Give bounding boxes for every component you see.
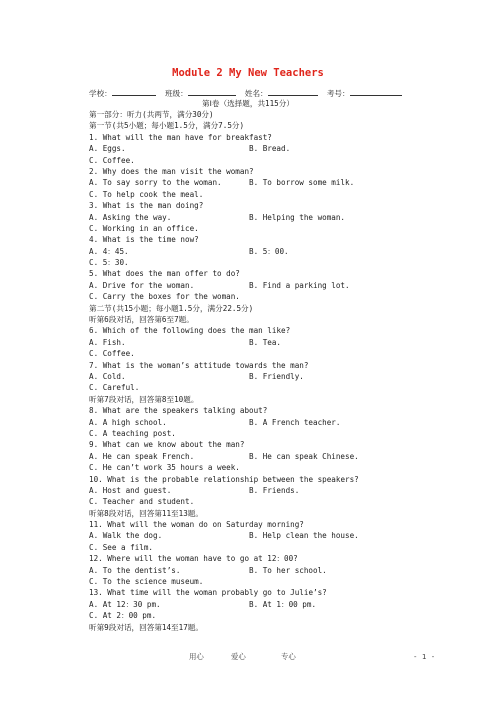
line-text: C. Careful. (89, 383, 140, 393)
text-line (89, 553, 429, 564)
section-header: 第Ⅰ卷（选择题，共115分） (202, 99, 294, 108)
line-text: 7. What is the woman’s attitude towards the man? (89, 360, 309, 370)
text-line (89, 428, 429, 439)
line-text: 4. What is the time now? (89, 235, 199, 245)
line-text: 第二节(共15小题；每小题1.5分，满分22.5分) (89, 303, 254, 313)
text-line (89, 177, 429, 188)
line-text: A. To say sorry to the woman. (89, 178, 222, 188)
text-line (89, 610, 429, 621)
text-line (89, 360, 429, 371)
line-text: 听第6段对话，回答第6至7题。 (89, 315, 194, 325)
footer-motto-2: 爱心 (231, 652, 246, 661)
text-line (89, 303, 429, 314)
text-line (89, 223, 429, 234)
class-blank (188, 87, 236, 96)
text-line (89, 348, 429, 359)
text-line (89, 530, 429, 541)
option-b: B. Find a parking lot. (249, 280, 350, 290)
option-b: B. To borrow some milk. (249, 178, 355, 188)
text-line (89, 371, 429, 382)
text-line (89, 382, 429, 393)
page-number: - 1 - (413, 652, 436, 661)
option-b: B. 5：00. (249, 246, 289, 256)
question-list (89, 109, 429, 633)
line-text: A. Asking the way. (89, 212, 172, 222)
school-label: 学校： (89, 89, 112, 98)
name-blank (268, 87, 318, 96)
line-text: 听第7段对话，回答第8至10题。 (89, 394, 199, 404)
text-line (89, 257, 429, 268)
class-label: 班级： (164, 89, 188, 98)
option-b: B. Help clean the house. (249, 531, 359, 541)
option-b: B. Bread. (249, 144, 291, 154)
text-line (89, 417, 429, 428)
line-text: 第一节(共5小题；每小题1.5分，满分7.5分) (89, 121, 245, 131)
line-text: A. At 12：30 pm. (89, 599, 161, 609)
text-line (89, 405, 429, 416)
option-b: B. At 1：00 pm. (249, 599, 317, 609)
line-text: C. To help cook the meal. (89, 189, 204, 199)
text-line (89, 462, 429, 473)
option-b: B. Friendly. (249, 371, 304, 381)
text-line (89, 474, 429, 485)
option-b: B. Helping the woman. (249, 212, 346, 222)
line-text: 9. What can we know about the man? (89, 440, 245, 450)
line-text: 1. What will the man have for breakfast? (89, 132, 272, 142)
text-line (89, 565, 429, 576)
page-footer (0, 651, 496, 663)
text-line (89, 189, 429, 200)
text-line (89, 542, 429, 553)
text-line (89, 200, 429, 211)
text-line (89, 314, 429, 325)
line-text: A. Cold. (89, 371, 126, 381)
line-text: 2. Why does the man visit the woman? (89, 166, 254, 176)
line-text: C. 5：30. (89, 258, 129, 268)
line-text: C. Working in an office. (89, 223, 199, 233)
line-text: A. 4：45. (89, 246, 129, 256)
option-b: B. Friends. (249, 485, 300, 495)
line-text: C. At 2：00 pm. (89, 611, 157, 621)
option-b: B. Tea. (249, 337, 282, 347)
line-text: A. Walk the dog. (89, 531, 163, 541)
text-line (89, 280, 429, 291)
line-text: 10. What is the probable relationship between the speakers? (89, 474, 359, 484)
text-line (89, 109, 429, 120)
text-line (89, 143, 429, 154)
text-line (89, 155, 429, 166)
footer-motto-3: 专心 (281, 652, 296, 661)
footer-motto-1: 用心 (189, 652, 204, 661)
line-text: A. A high school. (89, 417, 167, 427)
line-text: A. Fish. (89, 337, 126, 347)
text-line (89, 451, 429, 462)
text-line (89, 212, 429, 223)
exam-no-blank (350, 87, 402, 96)
text-line (89, 132, 429, 143)
text-line (89, 485, 429, 496)
text-line (89, 496, 429, 507)
school-blank (112, 87, 156, 96)
line-text: 3. What is the man doing? (89, 201, 204, 211)
line-text: C. A teaching post. (89, 428, 176, 438)
text-line (89, 166, 429, 177)
text-line (89, 519, 429, 530)
line-text: A. Eggs. (89, 144, 126, 154)
line-text: C. He can’t work 35 hours a week. (89, 463, 240, 473)
line-text: 8. What are the speakers talking about? (89, 406, 268, 416)
line-text: 听第8段对话，回答第11至13题。 (89, 508, 203, 518)
text-line (89, 268, 429, 279)
option-b: B. He can speak Chinese. (249, 451, 359, 461)
text-line (89, 337, 429, 348)
text-line (89, 246, 429, 257)
text-line (89, 394, 429, 405)
line-text: A. He can speak French. (89, 451, 195, 461)
option-b: B. To her school. (249, 565, 327, 575)
line-text: C. Teacher and student. (89, 497, 195, 507)
line-text: A. Drive for the woman. (89, 280, 195, 290)
text-line (89, 291, 429, 302)
text-line (89, 587, 429, 598)
text-line (89, 325, 429, 336)
line-text: C. See a film. (89, 542, 154, 552)
option-b: B. A French teacher. (249, 417, 341, 427)
page-title: Module 2 My New Teachers (172, 67, 324, 79)
text-line (89, 508, 429, 519)
name-label: 姓名： (244, 89, 268, 98)
line-text: 6. Which of the following does the man like? (89, 326, 291, 336)
line-text: C. Carry the boxes for the woman. (89, 292, 240, 302)
line-text: A. To the dentist’s. (89, 565, 181, 575)
text-line (89, 120, 429, 131)
text-line (89, 576, 429, 587)
line-text: 听第9段对话，回答第14至17题。 (89, 622, 203, 632)
line-text: A. Host and guest. (89, 485, 172, 495)
line-text: 13. What time will the woman probably go to Julie’s? (89, 588, 327, 598)
text-line (89, 439, 429, 450)
line-text: C. Coffee. (89, 155, 135, 165)
line-text: 12. Where will the woman have to go at 12：00? (89, 554, 298, 564)
text-line (89, 622, 429, 633)
line-text: 5. What does the man offer to do? (89, 269, 240, 279)
exam-no-label: 考号： (326, 89, 350, 98)
text-line (89, 234, 429, 245)
line-text: 11. What will the woman do on Saturday morning? (89, 520, 304, 530)
line-text: C. Coffee. (89, 349, 135, 359)
text-line (89, 599, 429, 610)
line-text: C. To the science museum. (89, 577, 204, 587)
line-text: 第一部分：听力(共两节，满分30分) (89, 110, 214, 119)
